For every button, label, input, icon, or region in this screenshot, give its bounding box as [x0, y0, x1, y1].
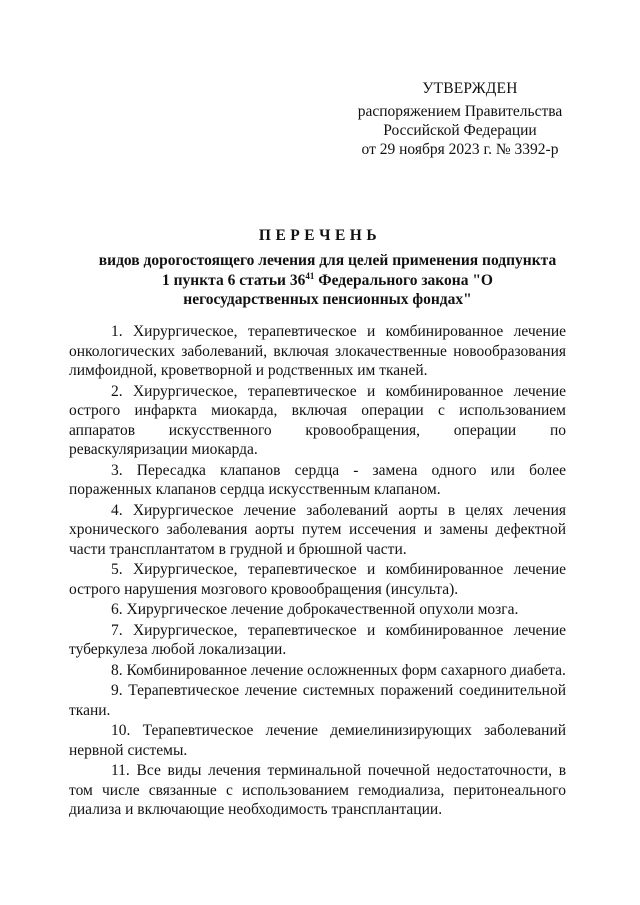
subtitle-superscript: 41 — [305, 270, 315, 281]
document-subtitle — [95, 251, 560, 310]
item-number: 8. — [111, 661, 123, 679]
item-number: 1. — [111, 323, 123, 340]
approval-block — [340, 79, 580, 159]
approval-stamp: УТВЕРЖДЕН — [422, 80, 518, 97]
approval-line-2: Российской Федерации — [383, 122, 537, 139]
item-text: Хирургическое лечение доброкачественной опухоли мозга. — [126, 601, 519, 618]
subtitle-part-2: Федерального закона "О негосударственных пенсионных фондах" — [183, 271, 493, 308]
document-title: ПЕРЕЧЕНЬ — [258, 227, 382, 244]
list-item — [69, 661, 566, 681]
item-text: Хирургическое, терапевтическое и комбинированное лечение острого нарушения мозгового кровообращения (инсульта). — [69, 561, 567, 598]
item-number: 9. — [111, 682, 123, 699]
item-text: Хирургическое, терапевтическое и комбинированное лечение острого инфаркта миокарда, включая операции с использованием аппаратов искусственного кровообращения, операции по реваскуляризации миокарда. — [69, 382, 567, 458]
list-item — [69, 382, 566, 460]
list-item — [69, 681, 566, 720]
item-text: Хирургическое, терапевтическое и комбинированное лечение онкологических заболеваний, включая злокачественные новообразования лимфоидной, кроветворной и родственных им тканей. — [69, 323, 567, 379]
item-text: Пересадка клапанов сердца - замена одного или более пораженных клапанов сердца искусственным клапаном. — [69, 461, 566, 498]
list-item — [69, 322, 566, 381]
list-item — [69, 560, 566, 599]
treatment-list — [69, 322, 566, 821]
item-number: 6. — [111, 601, 123, 618]
subtitle-part-1: видов дорогостоящего лечения для целей применения подпункта 1 пункта 6 статьи 36 — [98, 252, 557, 289]
item-number: 5. — [111, 561, 123, 578]
item-text: Хирургическое лечение заболеваний аорты в целях лечения хронического заболевания аорты путем иссечения и замены дефектной части трансплантатом в грудной и брюшной части. — [69, 501, 566, 558]
list-item — [69, 501, 566, 560]
item-text: Терапевтическое лечение системных поражений соединительной ткани. — [69, 682, 567, 719]
list-item — [69, 621, 566, 660]
item-text: Хирургическое, терапевтическое и комбинированное лечение туберкулеза любой локализации. — [69, 621, 567, 658]
item-number: 2. — [111, 382, 123, 400]
item-number: 10. — [111, 722, 131, 739]
item-number: 11. — [111, 762, 130, 779]
item-text: Все виды лечения терминальной почечной недостаточности, в том числе связанные с использованием гемодиализа, перитонеального диализа и включающие необходимость трансплантации. — [69, 762, 567, 818]
approval-line-1: распоряжением Правительства — [357, 103, 563, 120]
item-number: 3. — [111, 461, 123, 479]
item-number: 4. — [111, 501, 123, 519]
item-text: Терапевтическое лечение демиелинизирующих заболеваний нервной системы. — [69, 722, 566, 759]
item-text: Комбинированное лечение осложненных форм сахарного диабета. — [126, 661, 566, 679]
item-number: 7. — [111, 621, 123, 639]
list-item — [69, 761, 566, 820]
list-item — [69, 600, 566, 620]
approval-line-3: от 29 ноября 2023 г. № 3392-р — [361, 141, 559, 158]
list-item — [69, 721, 566, 760]
list-item — [69, 461, 566, 500]
